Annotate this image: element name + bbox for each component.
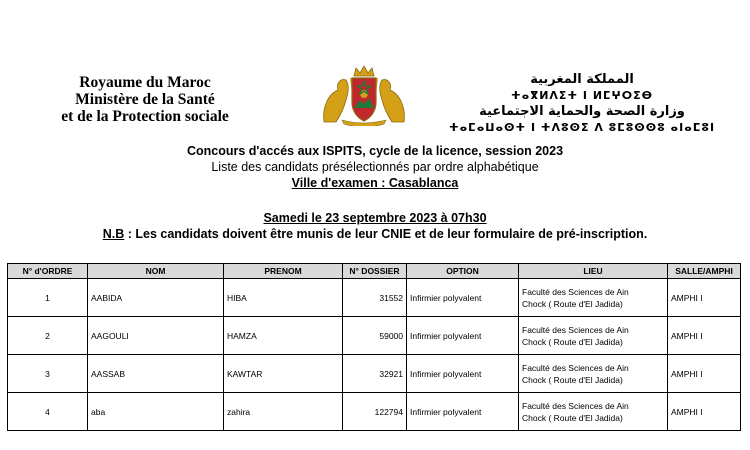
cell-lieu-line-2: Chock ( Route d'El Jadida) [522, 374, 623, 385]
cell-dossier: 122794 [343, 393, 407, 431]
cell-nom: AAGOULI [88, 317, 224, 355]
cell-order: 4 [8, 393, 88, 431]
header-right-line-4: ⵜⴰⵎⴰⵡⴰⵙⵜ ⵏ ⵜⴷⵓⵙⵉ ⴷ ⵓⵎⵓⵙⵙⵓ ⴰⵏⴰⵎⵓⵏ [448, 121, 716, 134]
cell-order: 2 [8, 317, 88, 355]
cell-prenom: HIBA [224, 279, 343, 317]
cell-lieu [519, 317, 668, 355]
cell-lieu [519, 279, 668, 317]
moroccan-coat-of-arms-icon [316, 64, 412, 126]
cell-option: Infirmier polyvalent [407, 355, 519, 393]
cell-lieu-line-2: Chock ( Route d'El Jadida) [522, 298, 623, 309]
cell-dossier: 59000 [343, 317, 407, 355]
cell-dossier: 31552 [343, 279, 407, 317]
contest-title: Concours d'accés aux ISPITS, cycle de la licence, session 2023 [186, 144, 564, 158]
ministry-header-ar [446, 72, 718, 136]
col-header-dossier: N° DOSSIER [343, 264, 407, 279]
cell-lieu [519, 355, 668, 393]
col-header-salle: SALLE/AMPHI [668, 264, 741, 279]
header-right-line-1: المملكة المغربية [530, 72, 634, 87]
col-header-order: N° d'ORDRE [8, 264, 88, 279]
cell-lieu-line-1: Faculté des Sciences de Ain [522, 286, 629, 297]
cell-option: Infirmier polyvalent [407, 279, 519, 317]
nb-notice [0, 227, 750, 241]
candidates-table [7, 263, 741, 431]
col-header-prenom: PRENOM [224, 264, 343, 279]
cell-lieu-line-1: Faculté des Sciences de Ain [522, 362, 629, 373]
cell-lieu [519, 393, 668, 431]
cell-prenom: HAMZA [224, 317, 343, 355]
cell-salle: AMPHI I [668, 355, 741, 393]
cell-order: 3 [8, 355, 88, 393]
nb-text: : Les candidats doivent être munis de leur CNIE et de leur formulaire de pré-inscription. [124, 227, 648, 241]
col-header-option: OPTION [407, 264, 519, 279]
table-row [8, 317, 741, 355]
list-subtitle: Liste des candidats présélectionnés par ordre alphabétique [211, 160, 539, 174]
cell-prenom: zahira [224, 393, 343, 431]
cell-lieu-line-1: Faculté des Sciences de Ain [522, 400, 629, 411]
cell-lieu-line-2: Chock ( Route d'El Jadida) [522, 412, 623, 423]
cell-dossier: 32921 [343, 355, 407, 393]
nb-label: N.B [102, 227, 125, 241]
cell-salle: AMPHI I [668, 393, 741, 431]
ministry-header-fr [40, 74, 250, 125]
document-title-block [0, 143, 750, 191]
table-row [8, 393, 741, 431]
cell-lieu-line-2: Chock ( Route d'El Jadida) [522, 336, 623, 347]
table-row [8, 279, 741, 317]
cell-order: 1 [8, 279, 88, 317]
header-left-line-3: et de la Protection sociale [61, 108, 229, 125]
cell-prenom: KAWTAR [224, 355, 343, 393]
cell-nom: AABIDA [88, 279, 224, 317]
table-row [8, 355, 741, 393]
header-left-line-1: Royaume du Maroc [79, 74, 211, 91]
cell-nom: aba [88, 393, 224, 431]
col-header-nom: NOM [88, 264, 224, 279]
cell-salle: AMPHI I [668, 317, 741, 355]
header-right-line-3: وزارة الصحة والحماية الاجتماعية [479, 104, 685, 119]
col-header-lieu: LIEU [519, 264, 668, 279]
cell-lieu-line-1: Faculté des Sciences de Ain [522, 324, 629, 335]
cell-salle: AMPHI I [668, 279, 741, 317]
cell-option: Infirmier polyvalent [407, 317, 519, 355]
cell-nom: AASSAB [88, 355, 224, 393]
exam-date: Samedi le 23 septembre 2023 à 07h30 [263, 211, 487, 225]
cell-option: Infirmier polyvalent [407, 393, 519, 431]
table-header-row [8, 264, 741, 279]
header-left-line-2: Ministère de la Santé [75, 91, 215, 108]
exam-city: Ville d'examen : Casablanca [291, 176, 459, 190]
header-right-line-2: ⵜⴰⴳⵍⴷⵉⵜ ⵏ ⵍⵎⵖⵔⵉⴱ [510, 89, 653, 102]
